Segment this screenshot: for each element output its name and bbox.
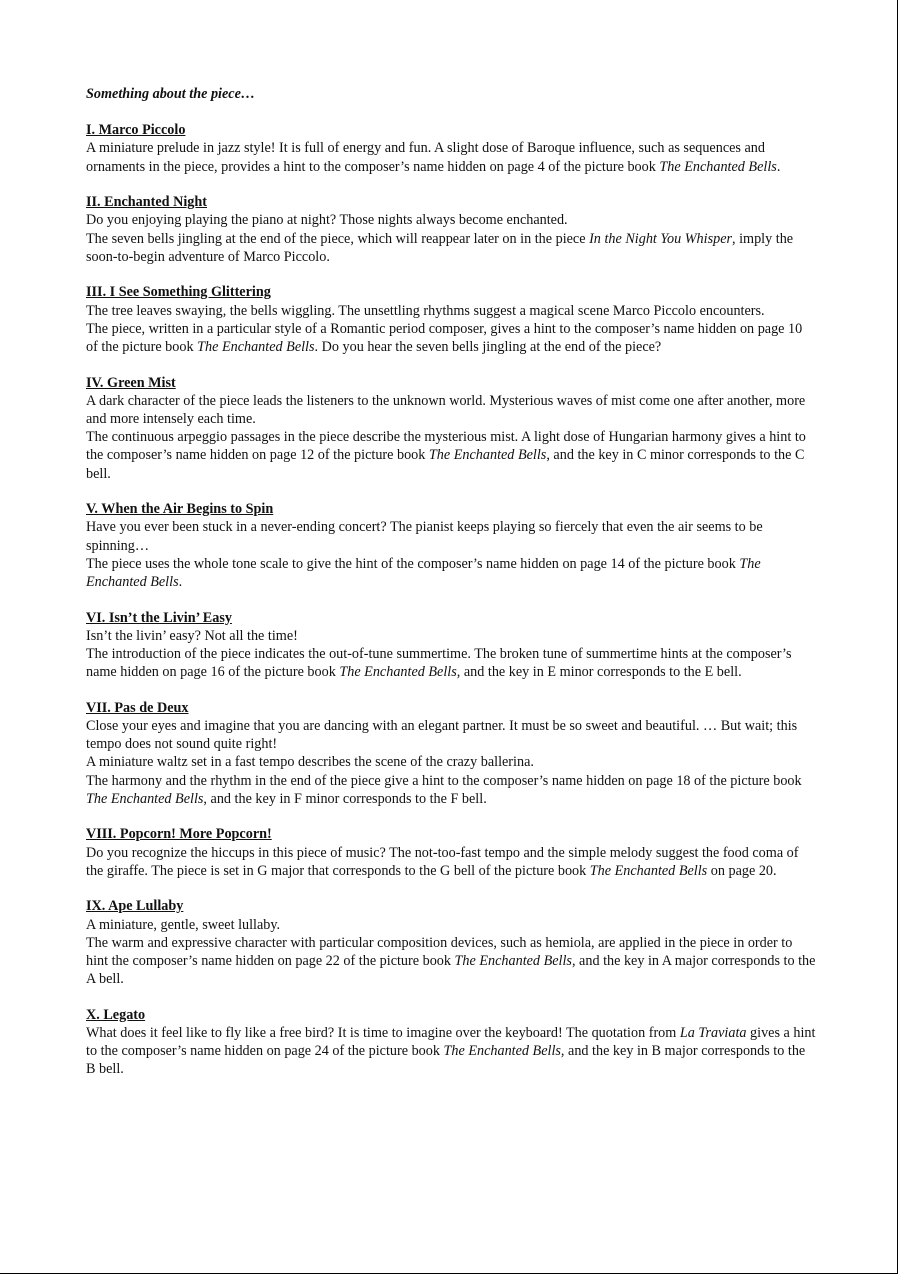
section-paragraph: A miniature waltz set in a fast tempo describes the scene of the crazy ballerina. (86, 754, 534, 771)
section-title: V. When the Air Begins to Spin (86, 501, 274, 518)
section-paragraph: What does it feel like to fly like a free bird? It is time to imagine over the keyboard! The quotation from La Traviata gives a hint to the composer’s name hidden on page 24 of the picture book The Enchanted Bells, and the key in B major corresponds to the B bell. (86, 1025, 816, 1078)
intro-heading: Something about the piece… (86, 86, 256, 102)
section-title: IX. Ape Lullaby (86, 898, 184, 915)
section-paragraph: The harmony and the rhythm in the end of the piece give a hint to the composer’s name hidden on page 18 of the picture book The Enchanted Bells, and the key in F minor corresponds to the F bell. (86, 772, 802, 807)
section-paragraph: Close your eyes and imagine that you are dancing with an elegant partner. It must be so sweet and beautiful. … But wait; this tempo does not sound quite right! (86, 718, 798, 753)
book-title: The Enchanted Bells (339, 664, 457, 681)
book-title: The Enchanted Bells (659, 158, 777, 175)
section-paragraph: The seven bells jingling at the end of the piece, which will reappear later on in the piece In the Night You Whisper, imply the soon-to-begin adventure of Marco Piccolo. (86, 230, 794, 265)
section-ape-lullaby (86, 897, 816, 988)
book-title: The Enchanted Bells (86, 555, 761, 591)
section-title: III. I See Something Glittering (86, 284, 271, 301)
section-title: VIII. Popcorn! More Popcorn! (86, 826, 272, 843)
book-title: The Enchanted Bells (454, 953, 572, 970)
section-title: IV. Green Mist (86, 374, 176, 391)
section-paragraph: The tree leaves swaying, the bells wiggling. The unsettling rhythms suggest a magical scene Marco Piccolo encounters. (86, 302, 765, 319)
section-when-the-air-begins-to-spin (86, 500, 816, 591)
section-paragraph: Do you recognize the hiccups in this piece of music? The not-too-fast tempo and the simple melody suggest the food coma of the giraffe. The piece is set in G major that corresponds to the G bell of the picture book The Enchanted Bells on page 20. (86, 844, 799, 879)
section-popcorn-more-popcorn (86, 825, 816, 880)
section-paragraph: The continuous arpeggio passages in the piece describe the mysterious mist. A light dose of Hungarian harmony gives a hint to the composer’s name hidden on page 12 of the picture book The Enchanted Bells, and the key in C minor corresponds to the C bell. (86, 429, 806, 482)
section-i-see-something-glittering (86, 283, 816, 356)
section-paragraph: Have you ever been stuck in a never-ending concert? The pianist keeps playing so fiercely that even the air seems to be spinning… (86, 519, 763, 554)
section-paragraph: The piece uses the whole tone scale to give the hint of the composer’s name hidden on page 14 of the picture book The Enchanted Bells. (86, 555, 761, 591)
section-paragraph: A miniature, gentle, sweet lullaby. (86, 916, 281, 933)
section-green-mist (86, 374, 816, 483)
section-title: X. Legato (86, 1006, 146, 1023)
section-marco-piccolo (86, 121, 816, 176)
section-paragraph: The introduction of the piece indicates the out-of-tune summertime. The broken tune of summertime hints at the composer’s name hidden on page 16 of the picture book The Enchanted Bells, and the key in E minor corresponds to the E bell. (86, 646, 792, 681)
section-paragraph: A dark character of the piece leads the listeners to the unknown world. Mysterious waves of mist come one after another, more and more intensely each time. (86, 392, 806, 428)
book-title: The Enchanted Bells (86, 790, 204, 807)
section-paragraph: A miniature prelude in jazz style! It is full of energy and fun. A slight dose of Baroque influence, such as sequences and ornaments in the piece, provides a hint to the composer’s name hidden on page 4 of the picture book The Enchanted Bells. (86, 140, 781, 175)
section-isnt-the-livin-easy (86, 609, 816, 682)
book-title: The Enchanted Bells (443, 1043, 561, 1060)
section-title: I. Marco Piccolo (86, 122, 186, 139)
piece-title: In the Night You Whisper (589, 230, 733, 247)
section-paragraph: Isn’t the livin’ easy? Not all the time! (86, 627, 298, 644)
section-enchanted-night (86, 193, 816, 266)
book-title: The Enchanted Bells (197, 339, 315, 356)
book-title: The Enchanted Bells (428, 447, 547, 464)
section-title: VI. Isn’t the Livin’ Easy (86, 609, 232, 626)
section-pas-de-deux (86, 699, 816, 808)
document-body (86, 85, 816, 1096)
section-paragraph: The piece, written in a particular style of a Romantic period composer, gives a hint to the composer’s name hidden on page 10 of the picture book The Enchanted Bells. Do you hear the seven bells jingling at the end of the piece? (86, 320, 803, 356)
section-paragraph: The warm and expressive character with particular composition devices, such as hemiola, are applied in the piece in order to hint the composer’s name hidden on page 22 of the picture book The Enchanted Bells, and the key in A major corresponds to the A bell. (86, 934, 816, 988)
section-title: II. Enchanted Night (86, 194, 208, 211)
book-title: The Enchanted Bells (589, 862, 708, 879)
section-paragraph: Do you enjoying playing the piano at night? Those nights always become enchanted. (86, 212, 568, 229)
opera-title: La Traviata (679, 1025, 747, 1042)
section-legato (86, 1006, 816, 1079)
section-title: VII. Pas de Deux (86, 699, 189, 716)
